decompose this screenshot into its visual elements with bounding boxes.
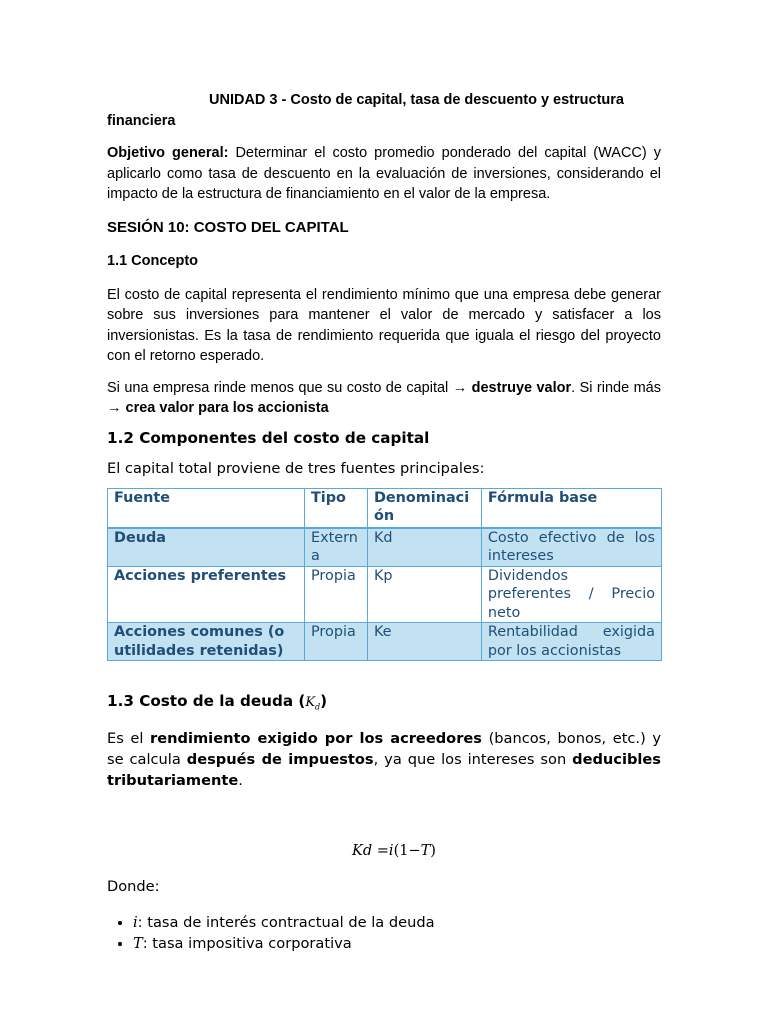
table-row <box>108 566 662 623</box>
variable-symbol: i <box>133 913 138 931</box>
formula-rate: i <box>388 842 394 859</box>
components-intro: El capital total proviene de tres fuentes principales: <box>107 459 485 477</box>
cell-denomination: Kd <box>367 528 481 567</box>
debt-text-4: . <box>238 771 243 789</box>
objective-text: Determinar el costo promedio ponderado del capital (WACC) y aplicarlo como tasa de descuento en la evaluación de inversiones, considerando el impacto de la estructura de financiamiento en el valor de la empresa. <box>107 145 661 202</box>
variable-description: : tasa de interés contractual de la deuda <box>137 913 435 931</box>
header-formula: Fórmula base <box>481 488 661 528</box>
formula-equals: = <box>372 842 389 859</box>
unit-title <box>107 90 661 131</box>
cell-formula: Rentabilidad exigida por los accionistas <box>481 623 661 661</box>
document-page <box>107 90 661 954</box>
table-row <box>108 528 662 567</box>
table-row <box>108 623 662 661</box>
table-header-row <box>108 488 662 528</box>
debt-cost-paragraph <box>107 728 661 791</box>
cell-type: Extern a <box>304 528 367 567</box>
tax-deductible-text: deducibles tributariamente <box>107 750 661 789</box>
cell-source: Acciones comunes (o utilidades retenidas) <box>108 623 305 661</box>
creditors-yield-text: rendimiento exigido por los acreedores <box>150 729 482 747</box>
formula-tax: T <box>420 842 431 859</box>
formula-lhs: Kd <box>352 842 373 859</box>
header-type: Tipo <box>304 488 367 528</box>
section-1-2-heading: 1.2 Componentes del costo de capital <box>107 428 430 447</box>
creates-value-text: crea valor para los accionista <box>125 400 329 416</box>
formula-minus: − <box>408 842 421 859</box>
cell-type: Propia <box>304 623 367 661</box>
after-tax-text: después de impuestos <box>186 750 374 768</box>
variable-description: : tasa impositiva corporativa <box>142 934 352 952</box>
header-source: Fuente <box>108 488 305 528</box>
variables-list <box>107 912 661 954</box>
value-rule-paragraph <box>107 378 661 419</box>
where-label: Donde: <box>107 877 160 895</box>
cell-source: Acciones preferentes <box>108 566 305 623</box>
value-rule-text-1: Si una empresa rinde menos que su costo de capital → <box>107 379 472 396</box>
list-item <box>133 933 661 954</box>
header-denomination: Denominaci ón <box>367 488 481 528</box>
formula-close-paren: ) <box>430 842 436 859</box>
unit-title-line2: financiera <box>107 112 176 129</box>
cell-type: Propia <box>304 566 367 623</box>
cell-denomination: Ke <box>367 623 481 661</box>
formula-one: 1 <box>399 842 409 859</box>
unit-title-line1: UNIDAD 3 - Costo de capital, tasa de descuento y estructura <box>209 92 624 108</box>
session-title: SESIÓN 10: COSTO DEL CAPITAL <box>107 218 349 236</box>
section-1-3-heading <box>107 691 661 718</box>
kd-symbol-k: K <box>305 695 316 710</box>
cell-source: Deuda <box>108 528 305 567</box>
debt-text-2: (bancos, bonos, etc.) y se calcula <box>107 729 661 768</box>
concept-paragraph: El costo de capital representa el rendimiento mínimo que una empresa debe generar sobre sus inversiones para mantener el valor de mercado y satisfacer a los inversionistas. Es la tasa de rendimiento requerida que iguala el riesgo del proyecto con el retorno esperado. <box>107 286 661 364</box>
value-rule-text-2: . Si rinde más → <box>107 379 661 416</box>
cell-denomination: Kp <box>367 566 481 623</box>
cell-formula: Dividendos preferentes / Precio neto <box>481 566 661 623</box>
debt-text-1: Es el <box>107 729 151 747</box>
list-item <box>133 912 661 933</box>
cell-formula: Costo efectivo de los intereses <box>481 528 661 567</box>
components-table <box>107 488 662 662</box>
formula-open-paren: ( <box>393 842 400 859</box>
debt-text-3: , ya que los intereses son <box>373 750 573 768</box>
kd-symbol <box>305 695 320 710</box>
section-1-1-heading: 1.1 Concepto <box>107 253 199 269</box>
objective-paragraph <box>107 143 661 205</box>
kd-formula <box>107 843 661 859</box>
section-1-3-heading-text: 1.3 Costo de la deuda ( <box>107 692 306 710</box>
section-1-3-heading-close: ) <box>320 692 328 710</box>
objective-label: Objetivo general: <box>107 145 229 161</box>
variable-symbol: T <box>133 934 143 952</box>
destroys-value-text: destruye valor <box>471 379 572 396</box>
kd-symbol-subscript: d <box>315 702 321 712</box>
